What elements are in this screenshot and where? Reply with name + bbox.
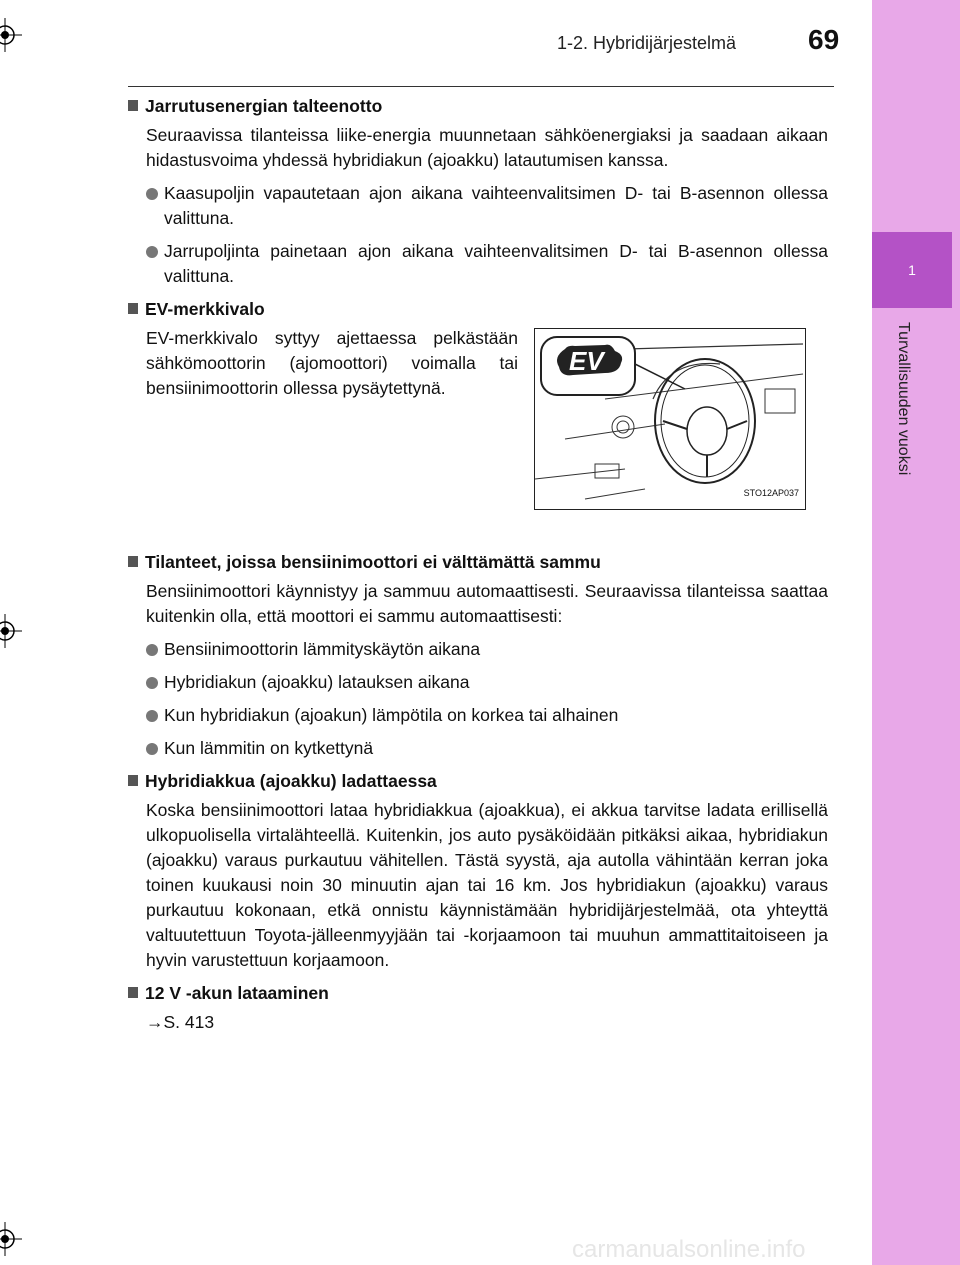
registration-mark [0,614,22,648]
registration-mark [0,1222,22,1256]
bullet-dot-icon [146,677,158,689]
heading-square-icon [128,303,138,314]
ev-indicator-label: EV [569,346,604,376]
list-item-text: Kaasupoljin vapautetaan ajon aikana vaihteenvalitsimen D- tai B-asennon ollessa valittuna. [164,183,828,228]
list-item-text: Bensiinimoottorin lämmityskäytön aikana [164,639,481,659]
list-item [146,637,828,662]
heading-text: Tilanteet, joissa bensiinimoottori ei välttämättä sammu [145,552,601,572]
chapter-number: 1 [872,232,952,308]
page-reference-link[interactable]: →S. 413 [146,1012,215,1032]
bullet-dot-icon [146,743,158,755]
heading-regen [128,94,828,119]
section-header: 1-2. Hybridijärjestelmä [557,33,737,53]
list-item [146,670,828,695]
heading-text: EV-merkkivalo [145,299,265,319]
bullet-dot-icon [146,644,158,656]
bullet-dot-icon [146,710,158,722]
paragraph: Seuraavissa tilanteissa liike-energia muunnetaan sähköenergiaksi ja saadaan aikaan hidastusvoima yhdessä hybridiakun (ajoakku) latautumisen kanssa. [146,125,828,170]
heading-text: Hybridiakkua (ajoakku) ladattaessa [145,771,437,791]
list-item [146,703,828,728]
list-item-text: Jarrupoljinta painetaan ajon aikana vaihteenvalitsimen D- tai B-asennon ollessa valittuna. [164,241,828,286]
list-item [146,239,828,289]
figure-code: STO12AP037 [742,481,801,506]
heading-square-icon [128,556,138,567]
paragraph: Bensiinimoottori käynnistyy ja sammuu automaattisesti. Seuraavissa tilanteissa saattaa kuitenkin olla, että moottori ei sammu automaattisesti: [146,581,828,626]
bullet-dot-icon [146,188,158,200]
heading-ev [128,297,828,322]
heading-square-icon [128,987,138,998]
chapter-side-tab [872,0,960,1265]
paragraph: Koska bensiinimoottori lataa hybridiakkua (ajoakkua), ei akkua tarvitse ladata erillisellä ulkopuolisella virtalähteellä. Kuitenkin, jos auto pysäköidään pitkäksi aikaa, hybridiakun (ajoakku) varaus purkautuu vähitellen. Tästä syystä, aja autolla vähintään kerran joka toinen kuukausi noin 30 minuutin ajan tai 16 km. Jos hybridiakun (ajoakku) varaus purkautuu kokonaan, etkä onnistu käynnistämään hybridijärjestelmää, ota yhteyttä valtuutettuun Toyota-jälleenmyyjään tai -korjaamoon tai muuhun ammattitaitoiseen ja hyvin varustettuun korjaamoon. [146,800,828,970]
heading-charging [128,769,828,794]
page-content [128,92,828,1035]
ev-block [128,326,828,544]
bullet-dot-icon [146,246,158,258]
paragraph: EV-merkkivalo syttyy ajettaessa pelkästään sähkömoottorin (ajomoottori) voimalla tai bensiinimoottorin ollessa pysäytettynä. [146,328,518,398]
heading-engine [128,550,828,575]
heading-square-icon [128,100,138,111]
list-item [146,736,828,761]
list-item-text: Kun hybridiakun (ajoakun) lämpötila on korkea tai alhainen [164,705,619,725]
page-number: 69 [808,24,840,55]
list-item-text: Hybridiakun (ajoakku) latauksen aikana [164,672,470,692]
chapter-title: Turvallisuuden vuoksi [895,322,912,476]
dashboard-illustration [534,328,806,510]
heading-battery-12v [128,981,828,1006]
watermark: carmanualsonline.info [572,1236,806,1263]
heading-square-icon [128,775,138,786]
list-item [146,181,828,231]
list-item-text: Kun lämmitin on kytkettynä [164,738,374,758]
header-divider [128,86,834,87]
heading-text: 12 V -akun lataaminen [145,983,329,1003]
registration-mark [0,18,22,52]
heading-text: Jarrutusenergian talteenotto [145,96,383,116]
